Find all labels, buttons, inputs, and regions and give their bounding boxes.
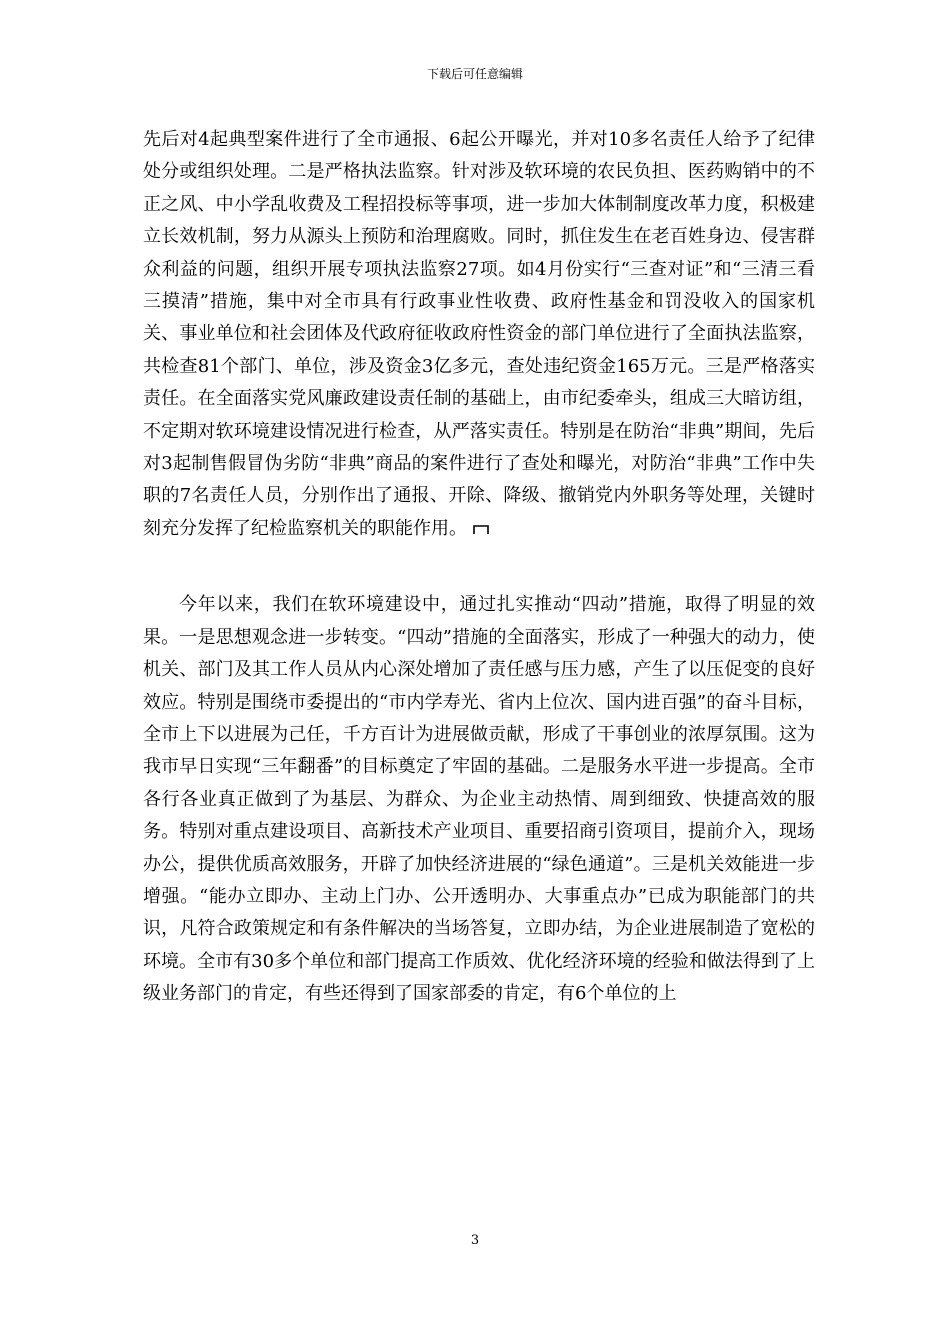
page-number: 3: [470, 1233, 480, 1248]
paragraph-1: [143, 124, 815, 545]
paragraph-2: 今年以来，我们在软环境建设中，通过扎实推动“四动”措施，取得了明显的效果。一是思想观念进一步转变。“四动”措施的全面落实，形成了一种强大的动力，使机关、部门及其工作人员从内心深处增加了责任感与压力感，产生了以压促变的良好效应。特别是围绕市委提出的“市内学寿光、省内上位次、国内进百强”的奋斗目标，全市上下以进展为己任，千方百计为进展做贡献，形成了干事创业的浓厚氛围。这为我市早日实现“三年翻番”的目标奠定了牢固的基础。二是服务水平进一步提高。全市各行各业真正做到了为基层、为群众、为企业主动热情、周到细致、快捷高效的服务。特别对重点建设项目、高新技术产业项目、重要招商引资项目，提前介入，现场办公，提供优质高效服务，开辟了加快经济进展的“绿色通道”。三是机关效能进一步增强。“能办立即办、主动上门办、公开透明办、大事重点办”已成为职能部门的共识，凡符合政策规定和有条件解决的当场答复，立即办结，为企业进展制造了宽松的环境。全市有30多个单位和部门提高工作质效、优化经济环境的经验和做法得到了上级业务部门的肯定，有些还得到了国家部委的肯定，有6个单位的上: [143, 594, 815, 1005]
paragraph-1-text: 先后对4起典型案件进行了全市通报、6起公开曝光，并对10多名责任人给予了纪律处分或组织处理。二是严格执法监察。针对涉及软环境的农民负担、医药购销中的不正之风、中小学乱收费及工程招投标等事项，进一步加大体制制度改革力度，积极建立长效机制，努力从源头上预防和治理腐败。同时，抓住发生在老百姓身边、侵害群众利益的问题，组织开展专项执法监察27项。如4月份实行“三查对证”和“三清三看三摸清”措施，集中对全市具有行政事业性收费、政府性基金和罚没收入的国家机关、事业单位和社会团体及代政府征收政府性资金的部门单位进行了全面执法监察，共检查81个部门、单位，涉及资金3亿多元，查处违纪资金165万元。三是严格落实责任。在全面落实党风廉政建设责任制的基础上，由市纪委牵头，组成三大暗访组，不定期对软环境建设情况进行检查，从严落实责任。特别是在防治“非典”期间，先后对3起制售假冒伪劣防“非典”商品的案件进行了查处和曝光，对防治“非典”工作中失职的7名责任人员，分别作出了通报、开除、降级、撤销党内外职务等处理，关键时刻充分发挥了纪检监察机关的职能作用。: [143, 129, 815, 539]
paragraph-mark-icon: [473, 523, 489, 535]
page-header: 下载后可任意编辑: [426, 67, 523, 81]
document-body: [143, 124, 815, 1011]
paragraph-spacer: [143, 545, 815, 589]
